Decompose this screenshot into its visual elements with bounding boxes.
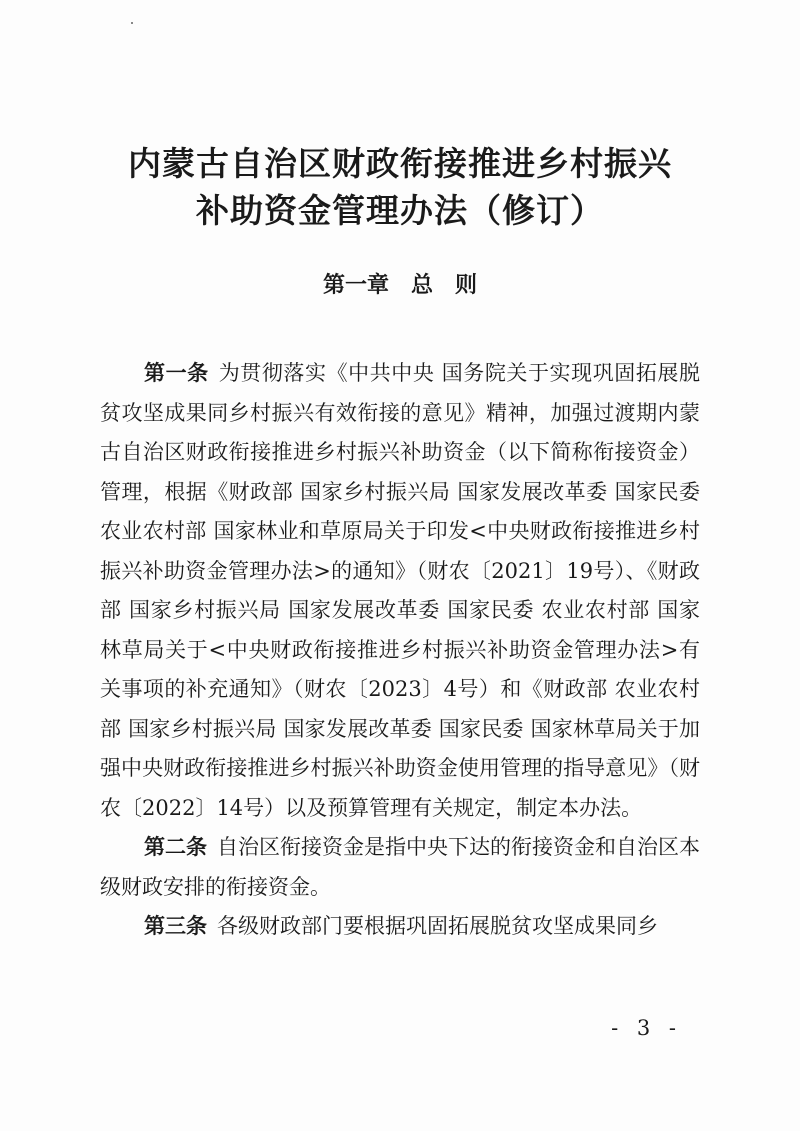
article-1 — [100, 354, 700, 828]
article-1-lead: 第一条 — [144, 361, 209, 385]
document-title-line-2: 补助资金管理办法（修订） — [196, 191, 604, 230]
article-2-text: 自治区衔接资金是指中央下达的衔接资金和自治区本级财政安排的衔接资金。 — [100, 835, 700, 899]
chapter-heading: 第一章 总 则 — [322, 273, 477, 298]
body-text — [100, 354, 700, 947]
document-title-line-1: 内蒙古自治区财政衔接推进乡村振兴 — [128, 144, 672, 183]
article-3 — [100, 907, 700, 947]
article-2 — [100, 828, 700, 907]
article-2-lead: 第二条 — [144, 835, 207, 859]
page-number: - 3 - — [611, 1016, 682, 1040]
article-1-text: 为贯彻落实《中共中央 国务院关于实现巩固拓展脱贫攻坚成果同乡村振兴有效衔接的意见》精神，加强过渡期内蒙古自治区财政衔接推进乡村振兴补助资金（以下简称衔接资金）管理，根据《财政部 国家乡村振兴局 国家发展改革委 国家民委 农业农村部 国家林业和草原局关于印发<中央财政衔接推进乡村振兴补助资金管理办法>的通知》（财农〔2021〕19号）、《财政部 国家乡村振兴局 国家发展改革委 国家民委 农业农村部 国家林草局关于<中央财政衔接推进乡村振兴补助资金管理办法>有关事项的补充通知》（财农〔2023〕4号）和《财政部 农业农村部 国家乡村振兴局 国家发展改革委 国家民委 国家林草局关于加强中央财政衔接推进乡村振兴补助资金使用管理的指导意见》（财农〔2022〕14号）以及预算管理有关规定，制定本办法。 — [100, 361, 700, 820]
scan-artifact — [131, 22, 133, 24]
article-3-lead: 第三条 — [144, 914, 207, 938]
article-3-text: 各级财政部门要根据巩固拓展脱贫攻坚成果同乡 — [217, 914, 658, 938]
